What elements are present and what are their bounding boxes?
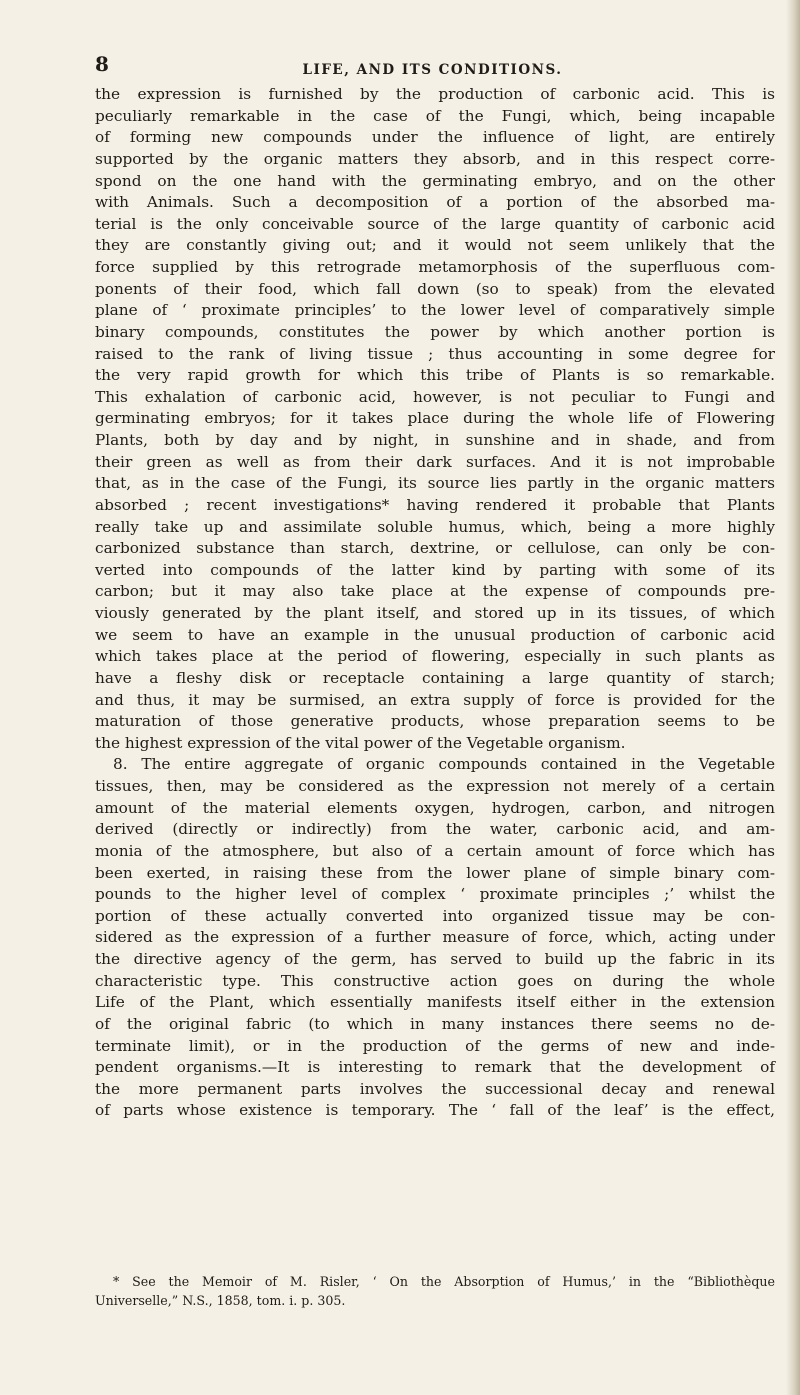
text-line: spond on the one hand with the germinating embryo, and on the other — [95, 171, 775, 190]
text-line: of forming new compounds under the influence of light, are entirely — [95, 128, 775, 147]
text-line: absorbed ; recent investigations* having rendered it probable that Plants — [95, 495, 775, 514]
text-line: verted into compounds of the latter kind by parting with some of its — [95, 560, 775, 579]
text-line: derived (directly or indirectly) from the water, carbonic acid, and am- — [95, 820, 775, 839]
text-line: of the original fabric (to which in many instances there seems no de- — [95, 1014, 775, 1033]
text-line: viously generated by the plant itself, and stored up in its tissues, of which — [95, 604, 775, 622]
text-line: they are constantly giving out; and it would not seem unlikely that the — [95, 236, 775, 255]
text-line: of parts whose existence is temporary. The ‘ fall of the leaf’ is the effect, — [95, 1101, 775, 1120]
text-line: the more permanent parts involves the successional decay and renewal — [95, 1079, 775, 1098]
text-line: have a fleshy disk or receptacle containing a large quantity of starch; — [95, 668, 775, 687]
text-line: carbonized substance than starch, dextrine, or cellulose, can only be con- — [95, 539, 775, 558]
text-line: amount of the material elements oxygen, hydrogen, carbon, and nitrogen — [95, 798, 775, 817]
text-line: raised to the rank of living tissue ; thus accounting in some degree for — [95, 344, 775, 363]
text-line: force supplied by this retrograde metamorphosis of the superfluous com- — [95, 258, 775, 276]
text-line: we seem to have an example in the unusual production of carbonic acid — [95, 625, 775, 644]
text-line: characteristic type. This constructive action goes on during the whole — [95, 971, 775, 990]
text-line: maturation of those generative products, whose preparation seems to be — [95, 712, 775, 731]
footnote-line: Universelle,” N.S., 1858, tom. i. p. 305. — [95, 1293, 346, 1308]
text-line: pounds to the higher level of complex ‘ proximate principles ;’ whilst the — [95, 885, 775, 904]
text-line: ponents of their food, which fall down (so to speak) from the elevated — [95, 279, 775, 298]
text-line: and thus, it may be surmised, an extra supply of force is provided for the — [95, 690, 775, 709]
page-number: 8 — [95, 52, 109, 76]
text-line: monia of the atmosphere, but also of a certain amount of force which has — [95, 841, 775, 860]
text-line: This exhalation of carbonic acid, however, is not peculiar to Fungi and — [95, 387, 775, 406]
text-line: that, as in the case of the Fungi, its source lies partly in the organic matters — [95, 474, 775, 493]
text-line: which takes place at the period of flowering, especially in such plants as — [95, 647, 775, 666]
text-line: pendent organisms.—It is interesting to remark that the development of — [95, 1058, 775, 1077]
text-line: been exerted, in raising these from the lower plane of simple binary com- — [95, 863, 775, 882]
text-line: really take up and assimilate soluble humus, which, being a more highly — [95, 517, 775, 536]
text-line: the highest expression of the vital power of the Vegetable organism. — [95, 733, 626, 752]
running-head: LIFE, AND ITS CONDITIONS. — [302, 62, 563, 78]
page-edge-shadow — [786, 0, 800, 1395]
text-line: the directive agency of the germ, has served to build up the fabric in its — [95, 950, 775, 968]
text-line: supported by the organic matters they absorb, and in this respect corre- — [95, 149, 775, 168]
text-line: portion of these actually converted into organized tissue may be con- — [95, 906, 775, 925]
footnote — [95, 1272, 775, 1310]
text-line: terminate limit), or in the production of the germs of new and inde- — [95, 1036, 775, 1055]
text-line: their green as well as from their dark surfaces. And it is not improbable — [95, 452, 775, 471]
body-text — [95, 84, 775, 1122]
text-line: carbon; but it may also take place at the expense of compounds pre- — [95, 582, 775, 601]
text-line: terial is the only conceivable source of the large quantity of carbonic acid — [95, 214, 775, 233]
text-line: Life of the Plant, which essentially manifests itself either in the extension — [95, 993, 775, 1012]
text-line: peculiarly remarkable in the case of the Fungi, which, being incapable — [95, 106, 775, 125]
text-line: the very rapid growth for which this tribe of Plants is so remarkable. — [95, 366, 775, 385]
text-line: 8. The entire aggregate of organic compounds contained in the Vegetable — [113, 755, 775, 774]
text-line: Plants, both by day and by night, in sunshine and in shade, and from — [95, 431, 775, 449]
text-line: tissues, then, may be considered as the expression not merely of a certain — [95, 777, 775, 795]
footnote-line: * See the Memoir of M. Risler, ‘ On the Absorption of Humus,’ in the “Bibliothèque — [113, 1274, 775, 1289]
text-line: sidered as the expression of a further measure of force, which, acting under — [95, 928, 775, 947]
page-header — [95, 52, 770, 82]
text-line: germinating embryos; for it takes place during the whole life of Flowering — [95, 409, 775, 428]
text-line: the expression is furnished by the production of carbonic acid. This is — [95, 85, 775, 103]
text-line: with Animals. Such a decomposition of a portion of the absorbed ma- — [95, 193, 775, 212]
text-line: plane of ‘ proximate principles’ to the lower level of comparatively simple — [95, 301, 775, 320]
text-line: binary compounds, constitutes the power by which another portion is — [95, 322, 775, 341]
